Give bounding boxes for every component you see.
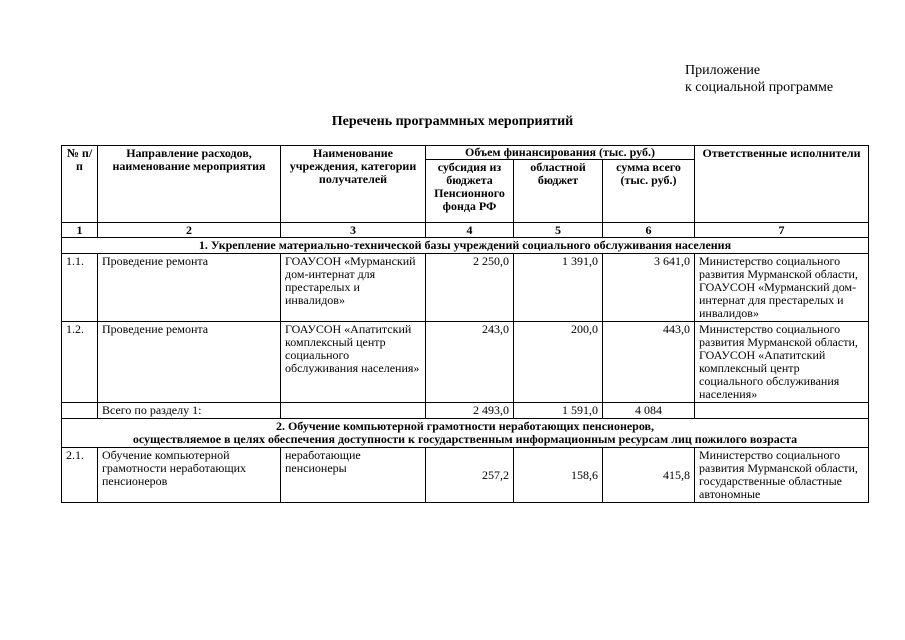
- col-header-subsidy: субсидия из бюджета Пенсионного фонда РФ: [426, 160, 514, 223]
- table-row: [62, 254, 869, 322]
- page-title: Перечень программных мероприятий: [331, 114, 574, 129]
- row-responsible: Министерство социального развития Мурманской области, ГОАУСОН «Мурманский дом-интернат для престарелых и инвалидов»: [695, 254, 869, 322]
- row-subsidy: 243,0: [426, 322, 514, 403]
- section-1-title: 1. Укрепление материально-технической базы учреждений социального обслуживания населения: [62, 238, 869, 254]
- row-total: 415,8: [603, 448, 695, 503]
- row-subsidy: 2 250,0: [426, 254, 514, 322]
- appendix-line-1: Приложение: [685, 63, 761, 78]
- header-row-1: [62, 146, 869, 160]
- section-2-title: [62, 419, 869, 448]
- section-2-title-line-1: 2. Обучение компьютерной грамотности неработающих пенсионеров,: [275, 419, 655, 433]
- col-header-responsible: Ответственные исполнители: [695, 146, 869, 223]
- col-number: 2: [98, 223, 281, 238]
- row-no: 1.1.: [62, 254, 98, 322]
- col-header-total: сумма всего (тыс. руб.): [603, 160, 695, 223]
- col-number: 7: [695, 223, 869, 238]
- row-direction: Проведение ремонта: [98, 322, 281, 403]
- row-no: 1.2.: [62, 322, 98, 403]
- section-1-total-row: [62, 403, 869, 419]
- appendix-note: [685, 62, 833, 96]
- row-regional: 200,0: [514, 322, 603, 403]
- row-total: 443,0: [603, 322, 695, 403]
- row-responsible: Министерство социального развития Мурманской области, ГОАУСОН «Апатитский комплексный центр социального обслуживания населения»: [695, 322, 869, 403]
- column-numbers-row: [62, 223, 869, 238]
- col-header-financing: Объем финансирования (тыс. руб.): [426, 146, 695, 160]
- col-header-institution: Наименование учреждения, категории получателей: [281, 146, 426, 223]
- section-1-total-subsidy: 2 493,0: [426, 403, 514, 419]
- section-1-title-row: [62, 238, 869, 254]
- section-1-total-label: Всего по разделу 1:: [98, 403, 281, 419]
- row-regional: 158,6: [514, 448, 603, 503]
- section-2-title-line-2: осуществляемое в целях обеспечения доступности к государственным информационным ресурсам лиц пожилого возраста: [132, 432, 798, 446]
- appendix-line-2: к социальной программе: [685, 80, 834, 95]
- col-number: 6: [603, 223, 695, 238]
- col-number: 4: [426, 223, 514, 238]
- col-number: 1: [62, 223, 98, 238]
- section-1-total-sum: 4 084: [603, 403, 695, 419]
- row-institution: неработающие пенсионеры: [281, 448, 426, 503]
- section-1-total-regional: 1 591,0: [514, 403, 603, 419]
- row-institution: ГОАУСОН «Апатитский комплексный центр социального обслуживания населения»: [281, 322, 426, 403]
- col-header-no: № п/п: [62, 146, 98, 223]
- row-no: 2.1.: [62, 448, 98, 503]
- table-row: [62, 448, 869, 503]
- col-number: 3: [281, 223, 426, 238]
- row-direction: Проведение ремонта: [98, 254, 281, 322]
- col-header-direction: Направление расходов, наименование мероприятия: [98, 146, 281, 223]
- row-regional: 1 391,0: [514, 254, 603, 322]
- col-number: 5: [514, 223, 603, 238]
- row-institution: ГОАУСОН «Мурманский дом-интернат для престарелых и инвалидов»: [281, 254, 426, 322]
- row-direction: Обучение компьютерной грамотности неработающих пенсионеров: [98, 448, 281, 503]
- program-measures-table: [61, 145, 869, 503]
- row-subsidy: 257,2: [426, 448, 514, 503]
- section-2-title-row: [62, 419, 869, 448]
- col-header-regional: областной бюджет: [514, 160, 603, 223]
- row-total: 3 641,0: [603, 254, 695, 322]
- table-row: [62, 322, 869, 403]
- row-responsible: Министерство социального развития Мурманской области, государственные областные автономные: [695, 448, 869, 503]
